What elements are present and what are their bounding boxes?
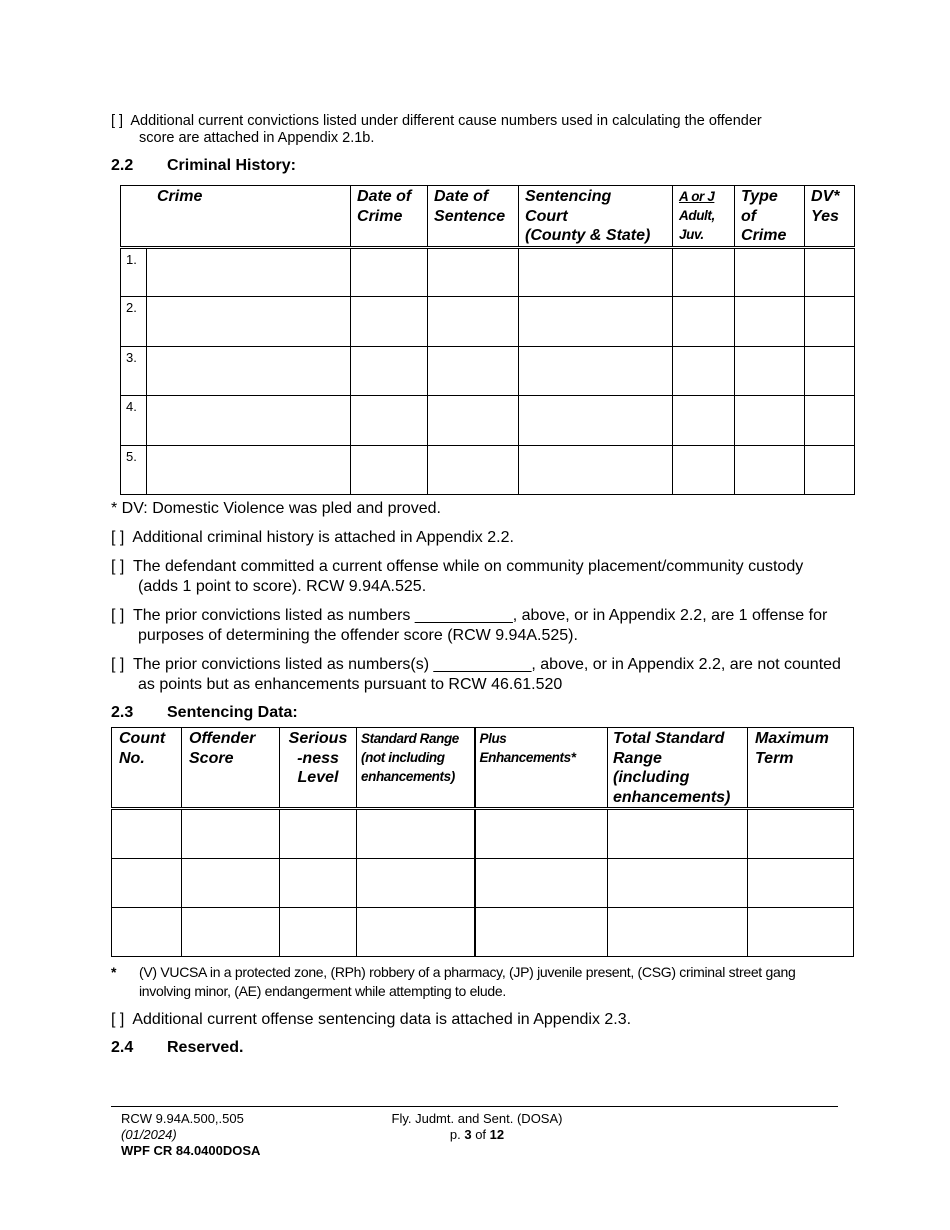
dv-cell[interactable] [805, 248, 855, 297]
table-row: 4. [121, 396, 855, 446]
page-number: p. 3 of 12 [449, 1127, 505, 1142]
maximum-term-cell[interactable] [748, 908, 854, 957]
appendix-2-2-option: [ ] Additional criminal history is attached in Appendix 2.2. [111, 529, 514, 546]
crime-cell[interactable] [147, 248, 351, 297]
date-sentence-cell[interactable] [428, 248, 519, 297]
table-row: 2. [121, 297, 855, 347]
type-cell[interactable] [735, 446, 805, 495]
a-or-j-cell[interactable] [673, 347, 735, 396]
enhancement-footnote: * (V) VUCSA in a protected zone, (RPh) robbery of a pharmacy, (JP) juvenile present, (CSG) criminal street gang involving minor, (AE) endangerment while attempting to elude. [111, 964, 796, 999]
footer-center: Fly. Judmt. and Sent. (DOSA) p. 3 of 12 [377, 1111, 577, 1143]
section-heading-2-3: 2.3 Sentencing Data: [111, 704, 298, 721]
checkbox[interactable]: [ ] [111, 1011, 125, 1028]
footer-rule [111, 1106, 838, 1107]
crime-cell[interactable] [147, 347, 351, 396]
type-cell[interactable] [735, 248, 805, 297]
table-row [112, 809, 854, 859]
plus-enhancements-cell[interactable] [475, 809, 608, 859]
header-count-no: Count No. [112, 728, 182, 809]
header-date-of-sentence: Date of Sentence [428, 186, 519, 248]
one-offense-option: [ ] The prior convictions listed as numbers ___________, above, or in Appendix 2.2, are 1 offense for purposes of determining the offender score (RCW 9.94A.525). [111, 607, 828, 644]
type-cell[interactable] [735, 297, 805, 347]
seriousness-cell[interactable] [280, 859, 357, 908]
header-maximum-term: Maximum Term [748, 728, 854, 809]
date-crime-cell[interactable] [351, 248, 428, 297]
header-crime: Crime [121, 186, 351, 248]
court-cell[interactable] [519, 297, 673, 347]
table-row: 1. [121, 248, 855, 297]
offender-score-cell[interactable] [182, 859, 280, 908]
a-or-j-cell[interactable] [673, 446, 735, 495]
enhancements-option: [ ] The prior convictions listed as numbers(s) ___________, above, or in Appendix 2.2, are not counted as points but as enhancements pursuant to RCW 46.61.520 [111, 656, 841, 693]
date-crime-cell[interactable] [351, 347, 428, 396]
header-total-standard-range: Total Standard Range (including enhancements) [608, 728, 748, 809]
a-or-j-cell[interactable] [673, 248, 735, 297]
header-offender-score: Offender Score [182, 728, 280, 809]
dv-note: * DV: Domestic Violence was pled and proved. [111, 500, 441, 517]
court-cell[interactable] [519, 446, 673, 495]
date-sentence-cell[interactable] [428, 347, 519, 396]
type-cell[interactable] [735, 347, 805, 396]
crime-cell[interactable] [147, 396, 351, 446]
footer-left: RCW 9.94A.500,.505 (01/2024) WPF CR 84.0400DOSA [121, 1111, 261, 1158]
standard-range-cell[interactable] [357, 809, 475, 859]
table-row: 3. [121, 347, 855, 396]
appendix-2-3-option: [ ] Additional current offense sentencing data is attached in Appendix 2.3. [111, 1011, 632, 1028]
table-row [112, 859, 854, 908]
count-cell[interactable] [112, 908, 182, 957]
count-cell[interactable] [112, 809, 182, 859]
section-heading-2-4: 2.4 Reserved. [111, 1039, 244, 1056]
crime-cell[interactable] [147, 446, 351, 495]
community-custody-option: [ ] The defendant committed a current offense while on community placement/community custody (adds 1 point to score). RCW 9.94A.525. [111, 558, 804, 595]
offender-score-cell[interactable] [182, 809, 280, 859]
count-cell[interactable] [112, 859, 182, 908]
court-cell[interactable] [519, 248, 673, 297]
header-sentencing-court: Sentencing Court (County & State) [519, 186, 673, 248]
standard-range-cell[interactable] [357, 908, 475, 957]
maximum-term-cell[interactable] [748, 859, 854, 908]
sentencing-header-row [112, 728, 854, 809]
dv-cell[interactable] [805, 347, 855, 396]
header-a-or-j: A or J Adult, Juv. [673, 186, 735, 248]
a-or-j-cell[interactable] [673, 396, 735, 446]
court-cell[interactable] [519, 396, 673, 446]
total-range-cell[interactable] [608, 809, 748, 859]
a-or-j-cell[interactable] [673, 297, 735, 347]
checkbox[interactable]: [ ] [111, 607, 125, 624]
date-crime-cell[interactable] [351, 446, 428, 495]
seriousness-cell[interactable] [280, 908, 357, 957]
total-range-cell[interactable] [608, 908, 748, 957]
dv-cell[interactable] [805, 446, 855, 495]
crime-cell[interactable] [147, 297, 351, 347]
dv-cell[interactable] [805, 396, 855, 446]
criminal-history-header-row [121, 186, 855, 248]
checkbox[interactable]: [ ] [111, 113, 124, 129]
date-crime-cell[interactable] [351, 297, 428, 347]
date-sentence-cell[interactable] [428, 446, 519, 495]
table-row [112, 908, 854, 957]
table-row: 5. [121, 446, 855, 495]
standard-range-cell[interactable] [357, 859, 475, 908]
checkbox[interactable]: [ ] [111, 656, 125, 673]
dv-cell[interactable] [805, 297, 855, 347]
sentencing-data-table [111, 727, 854, 957]
date-crime-cell[interactable] [351, 396, 428, 446]
total-range-cell[interactable] [608, 859, 748, 908]
date-sentence-cell[interactable] [428, 297, 519, 347]
maximum-term-cell[interactable] [748, 809, 854, 859]
top-note: [ ] Additional current convictions listed under different cause numbers used in calculating the offender score are attached in Appendix 2.1b. [111, 113, 762, 146]
checkbox[interactable]: [ ] [111, 558, 125, 575]
header-plus-enhancements: Plus Enhancements* [475, 728, 608, 809]
header-seriousness-level: Serious -ness Level [280, 728, 357, 809]
plus-enhancements-cell[interactable] [475, 859, 608, 908]
date-sentence-cell[interactable] [428, 396, 519, 446]
section-heading-2-2: 2.2 Criminal History: [111, 157, 296, 174]
type-cell[interactable] [735, 396, 805, 446]
header-type-of-crime: Type of Crime [735, 186, 805, 248]
court-cell[interactable] [519, 347, 673, 396]
checkbox[interactable]: [ ] [111, 529, 125, 546]
plus-enhancements-cell[interactable] [475, 908, 608, 957]
header-dv: DV* Yes [805, 186, 855, 248]
header-date-of-crime: Date of Crime [351, 186, 428, 248]
header-standard-range: Standard Range (not including enhancements) [357, 728, 475, 809]
offender-score-cell[interactable] [182, 908, 280, 957]
seriousness-cell[interactable] [280, 809, 357, 859]
criminal-history-table [120, 185, 855, 495]
